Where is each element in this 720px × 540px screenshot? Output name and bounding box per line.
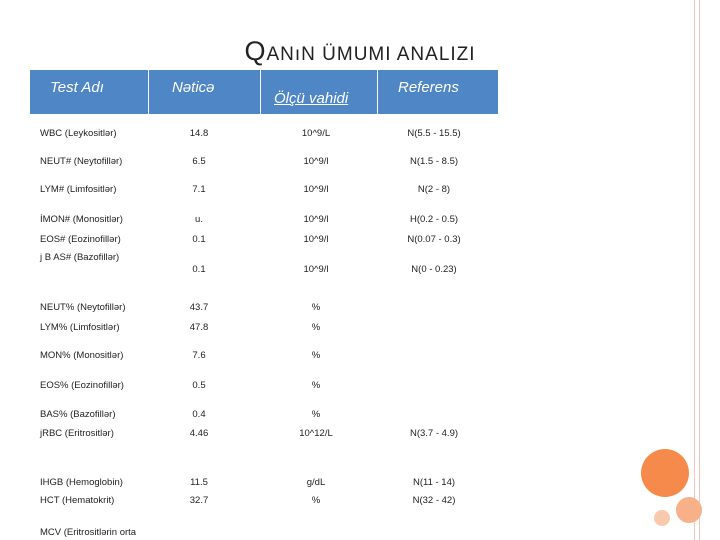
decorative-circle-small bbox=[654, 510, 670, 526]
slide-title bbox=[0, 36, 720, 67]
cell-result: 43.7 bbox=[189, 302, 209, 313]
cell-reference: N(1.5 - 8.5) bbox=[409, 156, 459, 167]
cell-unit: 10^12/L bbox=[299, 428, 333, 439]
column-header-reference: Referens bbox=[398, 79, 459, 96]
cell-unit: 10^9/l bbox=[303, 234, 329, 245]
column-header-test: Test Adı bbox=[50, 79, 104, 96]
cell-unit: % bbox=[311, 322, 321, 333]
cell-reference: N(5.5 - 15.5) bbox=[407, 128, 461, 139]
decorative-circle-medium bbox=[676, 497, 702, 523]
cell-test: j B AS# (Bazofillər) bbox=[40, 252, 120, 263]
cell-unit: g/dL bbox=[306, 477, 326, 488]
frame-line-right bbox=[699, 0, 700, 540]
cell-result: 7.1 bbox=[192, 184, 206, 195]
column-header-result: Nəticə bbox=[172, 79, 215, 96]
cell-result: 7.6 bbox=[192, 350, 206, 361]
cell-test: MCV (Eritrositlərin orta bbox=[40, 527, 137, 538]
cell-unit: 10^9/l bbox=[303, 184, 329, 195]
cell-unit: % bbox=[311, 350, 321, 361]
cell-test: BAS% (Bazofillər) bbox=[40, 409, 116, 420]
cell-test: EOS# (Eozinofillər) bbox=[40, 234, 121, 245]
column-header-unit: Ölçü vahidi bbox=[274, 90, 349, 107]
cell-test: IHGB (Hemoglobin) bbox=[40, 477, 123, 488]
header-divider bbox=[377, 70, 378, 114]
cell-unit: 10^9/l bbox=[303, 214, 329, 225]
cell-result: 4.46 bbox=[189, 428, 209, 439]
title-first-letter: Q bbox=[244, 36, 267, 66]
cell-result: 6.5 bbox=[192, 156, 206, 167]
cell-unit: % bbox=[311, 302, 321, 313]
cell-test: İMON# (Monositlər) bbox=[40, 214, 123, 225]
cell-result: 32.7 bbox=[189, 495, 209, 506]
decorative-circle-large bbox=[641, 449, 689, 497]
cell-test: NEUT% (Neytofillər) bbox=[40, 302, 126, 313]
cell-test: jRBC (Eritrositlər) bbox=[40, 428, 114, 439]
cell-unit: 10^9/l bbox=[303, 264, 329, 275]
cell-reference: N(2 - 8) bbox=[417, 184, 451, 195]
cell-reference: N(3.7 - 4.9) bbox=[409, 428, 459, 439]
cell-unit: % bbox=[311, 495, 321, 506]
cell-unit: % bbox=[311, 409, 321, 420]
cell-test: EOS% (Eozinofillər) bbox=[40, 380, 124, 391]
cell-unit: % bbox=[311, 380, 321, 391]
cell-result: u. bbox=[195, 214, 203, 225]
cell-test: MON% (Monositlər) bbox=[40, 350, 124, 361]
cell-test: LYM% (Limfositlər) bbox=[40, 322, 120, 333]
cell-result: 14.8 bbox=[189, 128, 209, 139]
cell-test: LYM# (Limfositlər) bbox=[40, 184, 117, 195]
cell-result: 0.5 bbox=[192, 380, 206, 391]
header-divider bbox=[260, 70, 261, 114]
cell-test: WBC (Leykositlər) bbox=[40, 128, 117, 139]
cell-unit: 10^9/l bbox=[303, 156, 329, 167]
cell-reference: N(0.07 - 0.3) bbox=[407, 234, 461, 245]
cell-result: 47.8 bbox=[189, 322, 209, 333]
cell-test: HCT (Hematokrit) bbox=[40, 495, 115, 506]
cell-reference: H(0.2 - 0.5) bbox=[409, 214, 459, 225]
cell-result: 0.4 bbox=[192, 409, 206, 420]
cell-result: 11.5 bbox=[190, 477, 208, 488]
cell-reference: N(11 - 14) bbox=[412, 477, 456, 488]
cell-result: 0.1 bbox=[192, 264, 206, 275]
cell-result: 0.1 bbox=[192, 234, 206, 245]
header-divider bbox=[148, 70, 149, 114]
title-rest: ANıN ÜMUMI ANALIZI bbox=[266, 44, 476, 65]
cell-reference: N(32 - 42) bbox=[412, 495, 456, 506]
cell-unit: 10^9/L bbox=[301, 128, 331, 139]
cell-reference: N(0 - 0.23) bbox=[411, 264, 457, 275]
cell-test: NEUT# (Neytofillər) bbox=[40, 156, 123, 167]
frame-line-left bbox=[694, 0, 695, 540]
